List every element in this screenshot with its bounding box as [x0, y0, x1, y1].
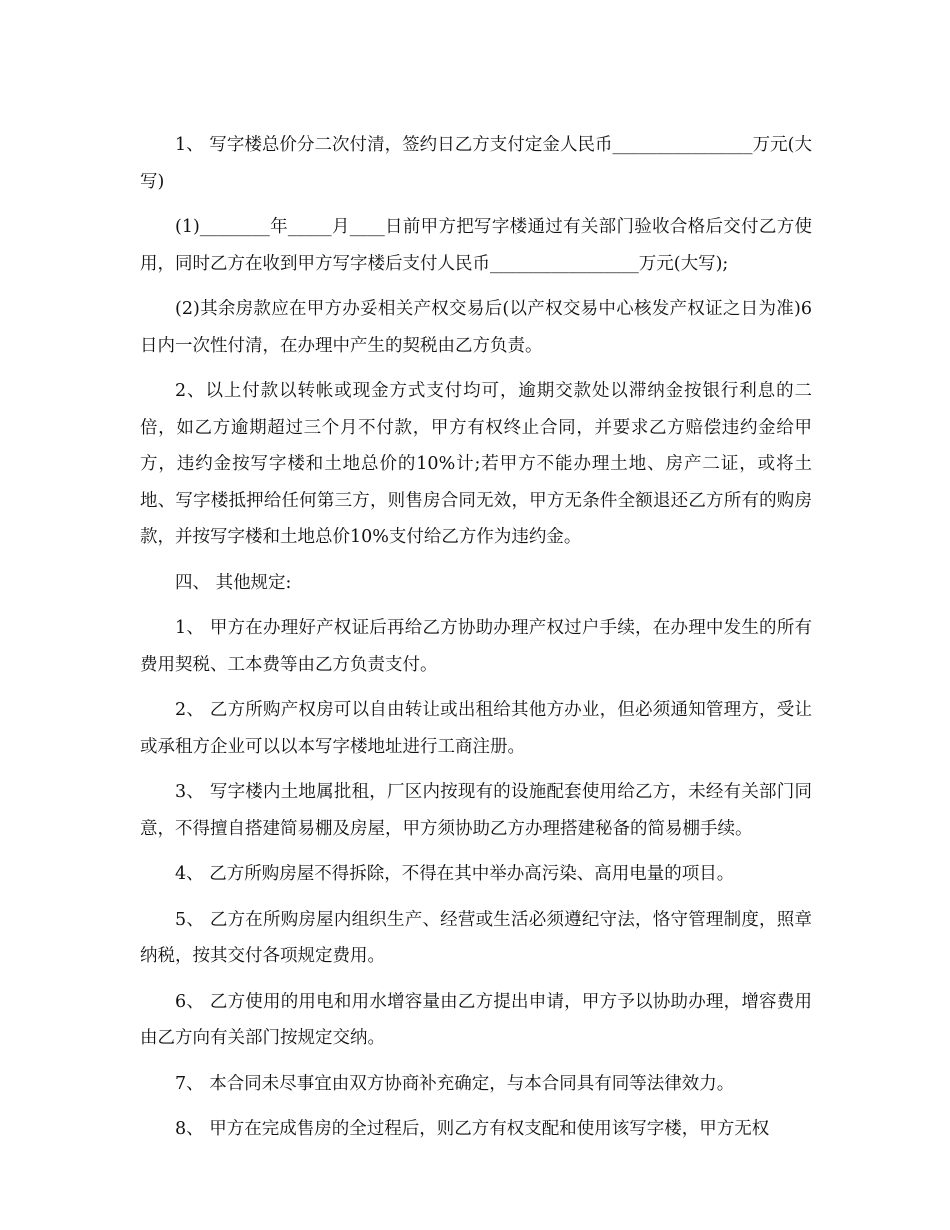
paragraph-rule-8: 8、 甲方在完成售房的全过程后，则乙方有权支配和使用该写字楼，甲方无权: [175, 1119, 770, 1139]
section-heading-other-rules: 四、 其他规定:: [175, 572, 292, 593]
paragraph-rule-1: 1、 甲方在办理好产权证后再给乙方协助办理产权过户手续，在办理中发生的所有费用契税、工本费等由乙方负责支付。: [140, 618, 812, 675]
paragraph-rule-4: 4、 乙方所购房屋不得拆除，不得在其中举办高污染、高用电量的项目。: [175, 864, 735, 884]
paragraph-payment-item-1: (1)________年_____月____日前甲方把写字楼通过有关部门验收合格后交付乙方使用，同时乙方在收到甲方写字楼后支付人民币_________________万元(大写);: [140, 217, 812, 274]
paragraph-rule-2: 2、 乙方所购产权房可以自由转让或出租给其他方办业，但必须通知管理方，受让或承租方企业可以以本写字楼地址进行工商注册。: [140, 700, 812, 757]
paragraph-rule-6: 6、 乙方使用的用电和用水增容量由乙方提出申请，甲方予以协助办理，增容费用由乙方向有关部门按规定交纳。: [140, 991, 812, 1048]
paragraph-payment-item-2: (2)其余房款应在甲方办妥相关产权交易后(以产权交易中心核发产权证之日为准)6日内一次性付清，在办理中产生的契税由乙方负责。: [140, 299, 812, 356]
paragraph-payment-installments: 1、 写字楼总价分二次付清，签约日乙方支付定金人民币________________万元(大写): [140, 135, 812, 192]
paragraph-rule-5: 5、 乙方在所购房屋内组织生产、经营或生活必须遵纪守法，恪守管理制度，照章纳税，按其交付各项规定费用。: [140, 909, 812, 966]
paragraph-rule-7: 7、 本合同未尽事宜由双方协商补充确定，与本合同具有同等法律效力。: [175, 1073, 735, 1094]
paragraph-late-payment: 2、以上付款以转帐或现金方式支付均可，逾期交款处以滞纳金按银行利息的二倍，如乙方逾期超过三个月不付款，甲方有权终止合同，并要求乙方赔偿违约金给甲方，违约金按写字楼和土地总价的10%计;若甲方不能办理土地、房产二证，或将土地、写字楼抵押给任何第三方，则售房合同无效，甲方无条件全额退还乙方所有的购房款，并按写字楼和土地总价10%支付给乙方作为违约金。: [140, 381, 812, 547]
paragraph-rule-3: 3、 写字楼内土地属批租，厂区内按现有的设施配套使用给乙方，未经有关部门同意，不得擅自搭建简易棚及房屋，甲方须协助乙方办理搭建秘备的简易棚手续。: [140, 782, 812, 839]
